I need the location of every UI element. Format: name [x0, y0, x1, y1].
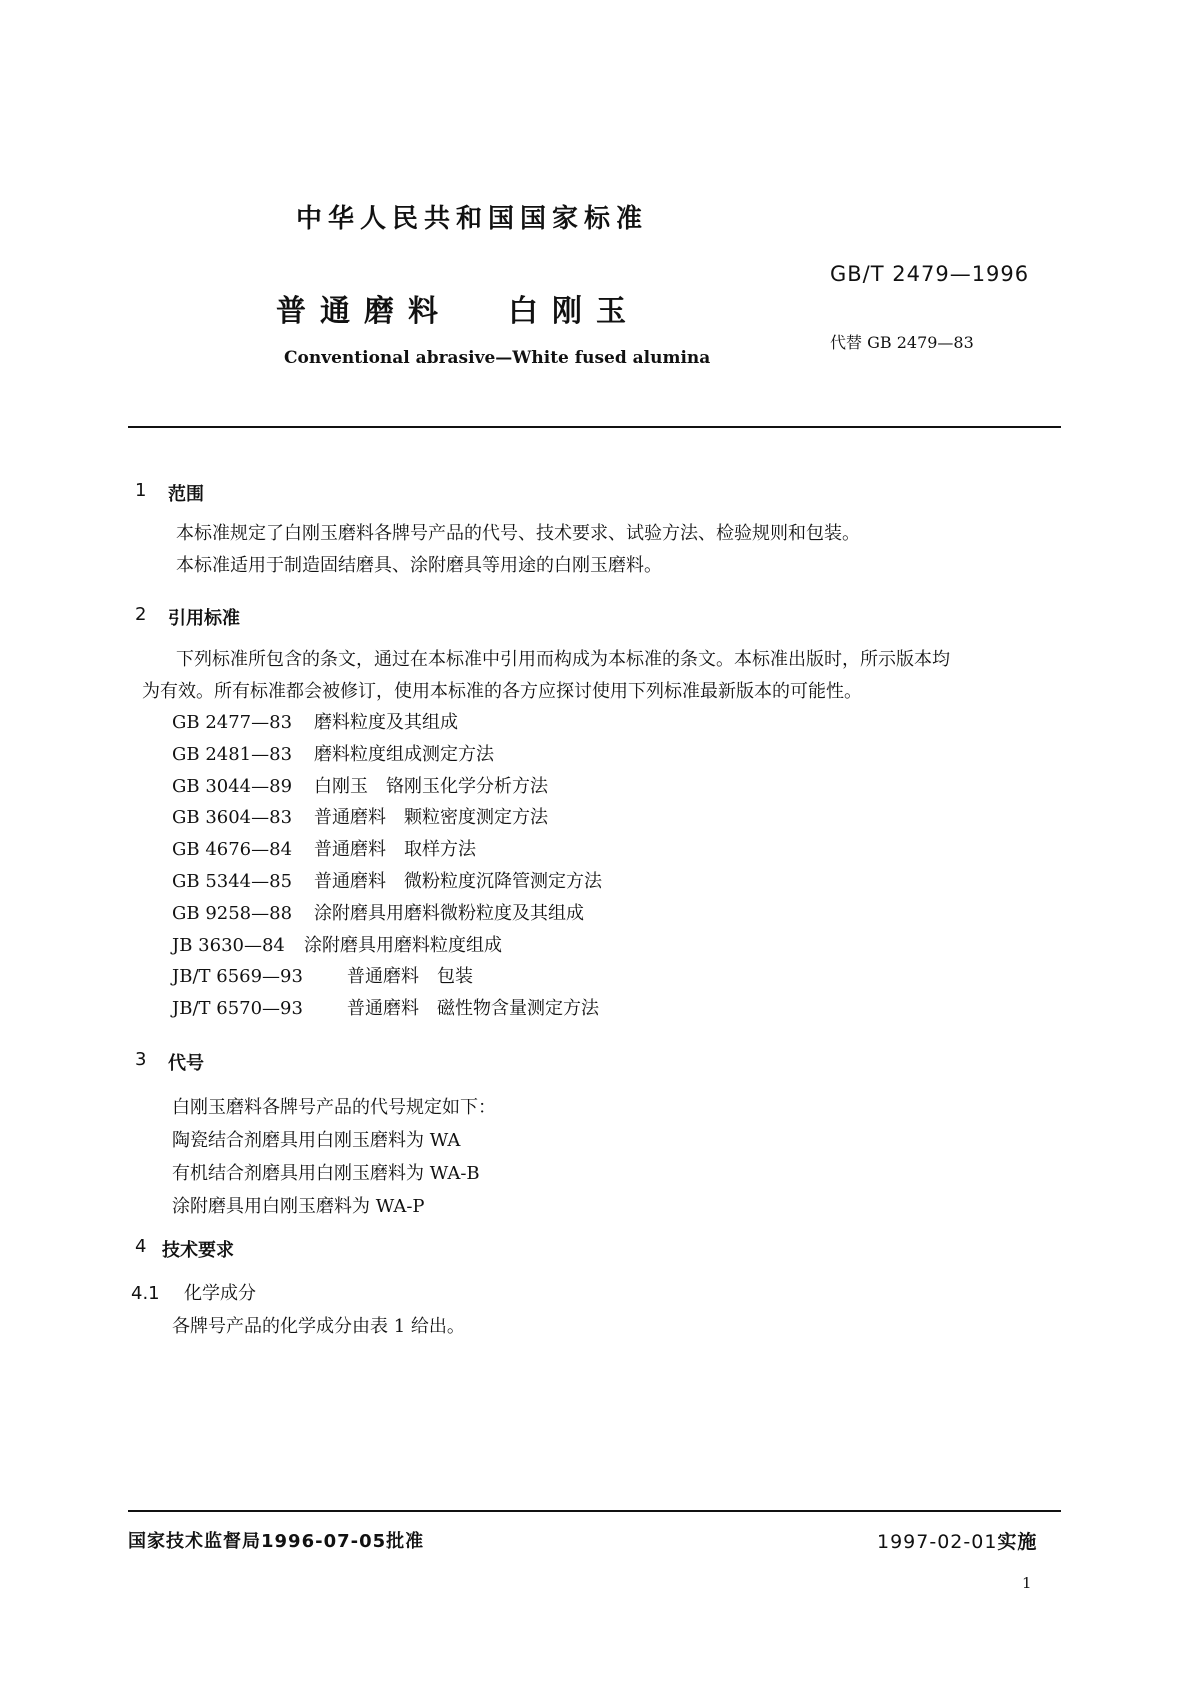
- header-divider: [128, 426, 1061, 428]
- reference-item: [172, 771, 602, 803]
- effective-line: [877, 1527, 1037, 1554]
- list-item: 涂附磨具用白刚玉磨料为 WA-P: [172, 1196, 425, 1217]
- effective-date: 1997-02-01: [877, 1531, 998, 1553]
- main-title: [276, 286, 640, 330]
- reference-title: 涂附磨具用磨料微粉粒度及其组成: [314, 902, 584, 924]
- reference-title: 磨料粒度组成测定方法: [314, 743, 494, 765]
- footer-divider: [128, 1510, 1061, 1512]
- subsection-4-1-title: 化学成分: [184, 1283, 256, 1304]
- reference-title: 普通磨料 取样方法: [314, 839, 476, 861]
- subsection-4-1-text: 各牌号产品的化学成分由表 1 给出。: [172, 1316, 465, 1337]
- reference-item: [172, 930, 602, 962]
- page-number: 1: [1022, 1574, 1032, 1592]
- section-1-paragraph-2: 本标准适用于制造固结磨具、涂附磨具等用途的白刚玉磨料。: [176, 555, 662, 576]
- section-1-paragraph-1: 本标准规定了白刚玉磨料各牌号产品的代号、技术要求、试验方法、检验规则和包装。: [176, 523, 860, 544]
- country-standard-heading: 中华人民共和国国家标准: [296, 204, 649, 234]
- standard-number: GB/T 2479—1996: [830, 262, 1030, 286]
- reference-code: GB 9258—88: [172, 902, 293, 924]
- section-2-number: 2: [135, 604, 147, 625]
- section-1-number: 1: [135, 480, 147, 501]
- section-2-intro-line-2: 为有效。所有标准都会被修订，使用本标准的各方应探讨使用下列标准最新版本的可能性。: [142, 681, 862, 702]
- reference-item: [172, 866, 602, 898]
- section-3-number: 3: [135, 1049, 147, 1070]
- approval-line: 国家技术监督局1996-07-05批准: [128, 1531, 425, 1552]
- section-2-title: 引用标准: [168, 608, 240, 629]
- reference-item: [172, 707, 602, 739]
- reference-title: 普通磨料 磁性物含量测定方法: [347, 998, 599, 1020]
- section-4-number: 4: [135, 1236, 147, 1257]
- reference-code: GB 2481—83: [172, 743, 293, 765]
- reference-title: 普通磨料 包装: [347, 966, 473, 988]
- reference-code: GB 5344—85: [172, 870, 293, 892]
- list-item: 白刚玉磨料各牌号产品的代号规定如下：: [172, 1097, 496, 1118]
- english-title: Conventional abrasive—White fused alumina: [284, 348, 711, 368]
- reference-code: GB 3604—83: [172, 807, 293, 829]
- main-title-part2: 白刚玉: [508, 294, 640, 329]
- replaces-standard: 代替 GB 2479—83: [830, 333, 974, 352]
- reference-item: [172, 802, 602, 834]
- reference-item: [172, 834, 602, 866]
- reference-code: JB/T 6569—93: [172, 966, 303, 988]
- reference-item: [172, 993, 602, 1025]
- reference-title: 普通磨料 微粉粒度沉降管测定方法: [314, 870, 602, 892]
- product-code-list: [172, 1091, 496, 1223]
- list-item: 陶瓷结合剂磨具用白刚玉磨料为 WA: [172, 1130, 461, 1151]
- reference-code: JB 3630—84: [172, 934, 285, 956]
- reference-list: [172, 707, 602, 1025]
- effective-label: 实施: [997, 1531, 1038, 1553]
- reference-title: 白刚玉 铬刚玉化学分析方法: [314, 775, 548, 797]
- section-4-title: 技术要求: [162, 1240, 234, 1261]
- reference-title: 普通磨料 颗粒密度测定方法: [314, 807, 548, 829]
- reference-item: [172, 739, 602, 771]
- reference-code: GB 3044—89: [172, 775, 293, 797]
- reference-title: 涂附磨具用磨料粒度组成: [304, 934, 502, 956]
- reference-code: GB 4676—84: [172, 839, 293, 861]
- list-item: 有机结合剂磨具用白刚玉磨料为 WA-B: [172, 1163, 480, 1184]
- section-2-intro-line-1: 下列标准所包含的条文，通过在本标准中引用而构成为本标准的条文。本标准出版时，所示版本均: [176, 649, 950, 670]
- reference-code: JB/T 6570—93: [172, 998, 303, 1020]
- reference-item: [172, 961, 602, 993]
- subsection-4-1-number: 4.1: [131, 1283, 160, 1304]
- section-3-title: 代号: [168, 1053, 204, 1074]
- main-title-part1: 普通磨料: [276, 294, 452, 329]
- reference-title: 磨料粒度及其组成: [314, 712, 458, 733]
- section-1-title: 范围: [168, 484, 204, 505]
- reference-code: GB 2477—83: [172, 712, 293, 733]
- reference-item: [172, 898, 602, 930]
